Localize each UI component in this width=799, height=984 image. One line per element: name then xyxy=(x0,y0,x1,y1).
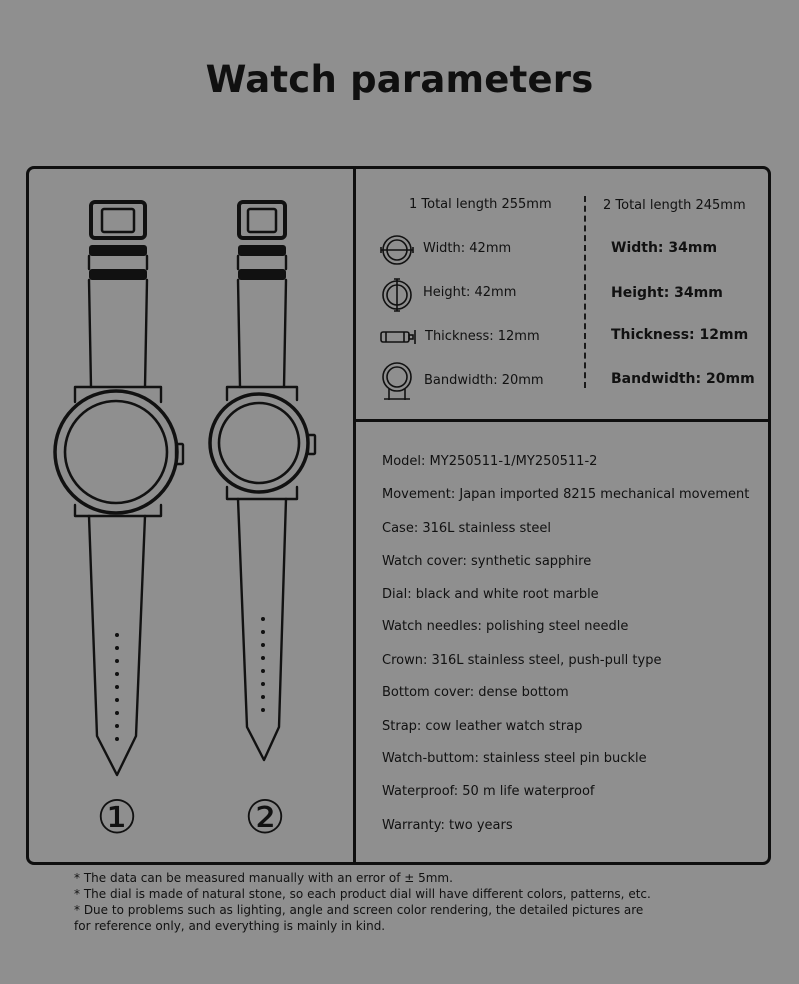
detail-watch-cover: Watch cover: synthetic sapphire xyxy=(382,554,592,569)
detail-strap: Strap: cow leather watch strap xyxy=(382,719,583,734)
footnote-natural-stone: * The dial is made of natural stone, so each product dial will have different colors, patterns, etc. xyxy=(74,887,651,901)
page-title: Watch parameters xyxy=(205,58,594,101)
height-icon xyxy=(378,276,416,314)
detail-dial: Dial: black and white root marble xyxy=(382,587,599,602)
footnote-reference: for reference only, and everything is mainly in kind. xyxy=(74,919,386,933)
watch-1-number: ① xyxy=(96,790,138,844)
watch-2-number: ② xyxy=(244,790,286,844)
detail-model: Model: MY250511-1/MY250511-2 xyxy=(382,454,598,469)
footnotes xyxy=(74,870,774,934)
watch-2-strap-holes xyxy=(261,617,265,712)
detail-watch-needles: Watch needles: polishing steel needle xyxy=(382,619,629,634)
detail-movement: Movement: Japan imported 8215 mechanical movement xyxy=(382,487,750,502)
model-1-height: Height: 42mm xyxy=(423,285,517,300)
bandwidth-icon xyxy=(378,358,418,402)
thickness-icon xyxy=(378,327,418,347)
model-2-total-length: 2 Total length 245mm xyxy=(603,198,746,213)
watch-illustrations xyxy=(29,169,353,862)
model-2-width: Width: 34mm xyxy=(611,240,718,256)
detail-case: Case: 316L stainless steel xyxy=(382,521,551,536)
model-1-total-length: 1 Total length 255mm xyxy=(409,197,552,212)
detail-watch-buttom: Watch-buttom: stainless steel pin buckle xyxy=(382,751,647,766)
detail-bottom-cover: Bottom cover: dense bottom xyxy=(382,685,569,700)
footnote-lighting: * Due to problems such as lighting, angle and screen color rendering, the detailed pictures are xyxy=(74,903,644,917)
model-2-thickness: Thickness: 12mm xyxy=(611,327,749,343)
watch-1-strap-holes xyxy=(115,633,119,741)
watch-1-illustration xyxy=(55,202,183,775)
panel-divider-vertical xyxy=(353,166,356,865)
detail-waterproof: Waterproof: 50 m life waterproof xyxy=(382,784,595,799)
model-divider-dashed xyxy=(584,196,586,388)
width-icon xyxy=(378,232,416,268)
model-1-width: Width: 42mm xyxy=(423,241,512,256)
model-2-height: Height: 34mm xyxy=(611,285,723,301)
model-1-thickness: Thickness: 12mm xyxy=(425,329,540,344)
detail-warranty: Warranty: two years xyxy=(382,818,513,833)
detail-crown: Crown: 316L stainless steel, push-pull type xyxy=(382,653,662,668)
watch-2-illustration xyxy=(210,202,315,760)
model-1-bandwidth: Bandwidth: 20mm xyxy=(424,373,544,388)
footnote-measurement: * The data can be measured manually with an error of ± 5mm. xyxy=(74,871,453,885)
model-2-bandwidth: Bandwidth: 20mm xyxy=(611,371,755,387)
panel-divider-horizontal xyxy=(353,419,771,422)
